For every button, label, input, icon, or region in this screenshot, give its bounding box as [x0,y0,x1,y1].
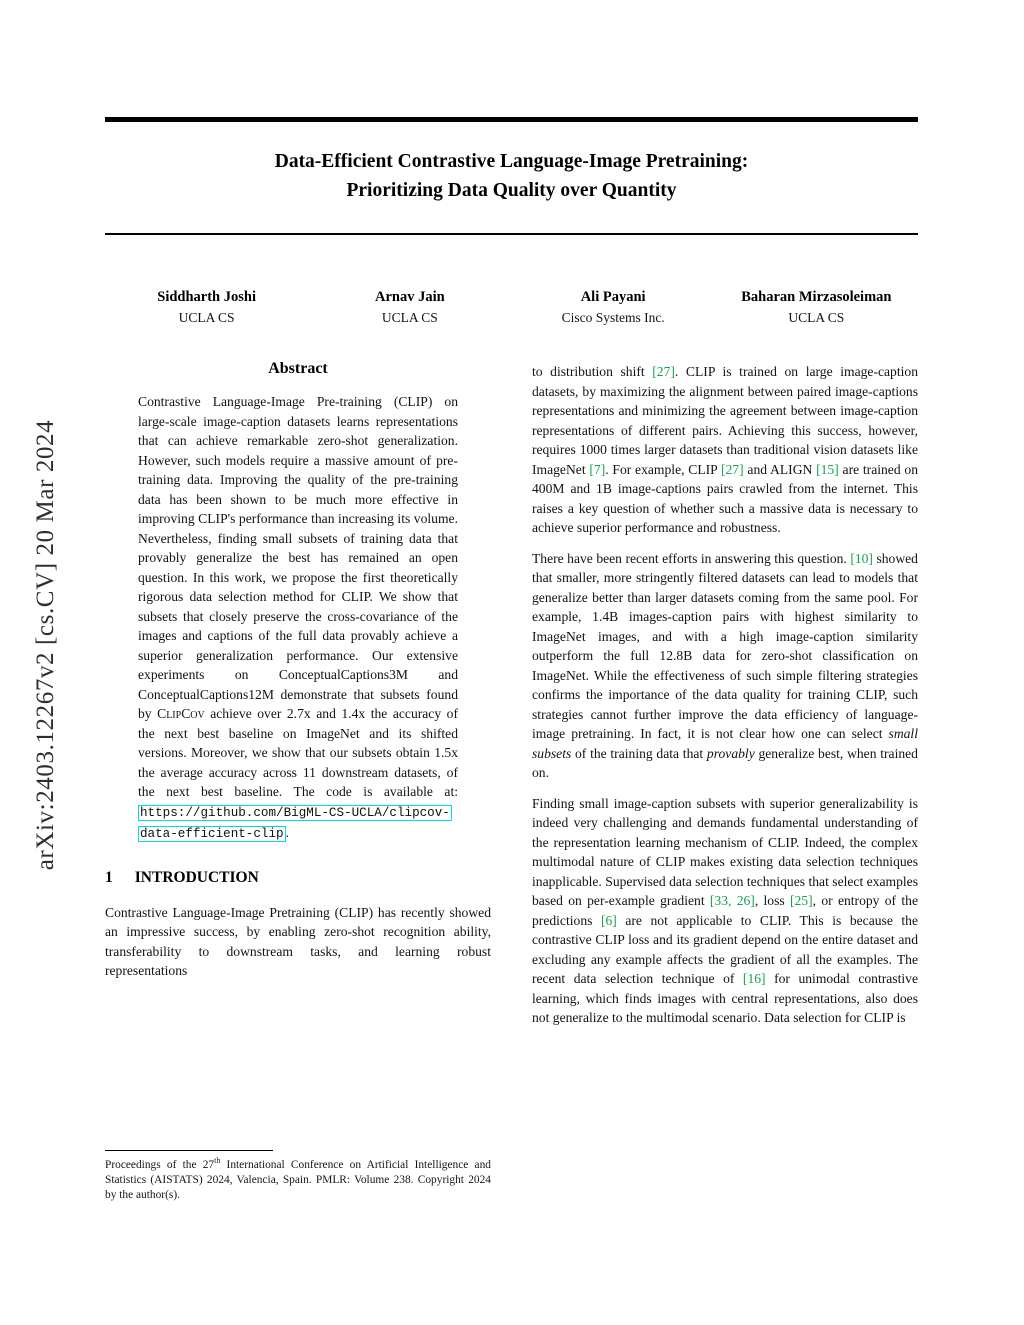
body-paragraph: to distribution shift [27]. CLIP is trained on large image-caption datasets, by maximizing the alignment between paired image-captions representations and minimizing the agreement between image-caption representations of different pairs. Achieving this success, however, requires 1000 times larger datasets than traditional vision datasets like ImageNet [7]. For example, CLIP [27] and ALIGN [15] are trained on 400M and 1B image-captions pairs crawled from the internet. This raises a key question of whether such a massive data is necessary to achieve superior performance and robustness. [532,364,918,535]
right-column [532,362,918,1292]
author-name: Arnav Jain [375,289,445,305]
author-name: Siddharth Joshi [157,289,256,305]
citation-link[interactable]: [33, 26] [709,893,755,908]
footnote-rule [105,1150,273,1151]
footnote [105,1150,491,1204]
author-block [308,289,511,326]
section-title: INTRODUCTION [134,868,259,886]
body-paragraph: Finding small image-caption subsets with superior generalizability is indeed very challenging and demands fundamental understanding of the representation learning mechanism of CLIP. Indeed, the complex multimodal nature of CLIP makes existing data selection techniques inapplicable. Supervised data selection techniques that select examples based on per-example gradient [33, 26], loss [25], or entropy of the predictions [6] are not applicable to CLIP. This is because the contrastive CLIP loss and its gradient depend on the entire dataset and excluding any example affects the gradient of all the examples. The recent data selection technique of [16] for unimodal contrastive learning, which finds images with central representations, also does not generalize to the multimodal scenario. Data selection for CLIP is [532,795,918,1025]
title-rule [105,233,918,235]
abstract-text: Contrastive Language-Image Pre-training (CLIP) on large-scale image-caption datasets learns representations that can achieve remarkable zero-shot generalization. However, such models require a massive amount of pre-training data. Improving the quality of the pre-training data has been shown to be much more effective in improving CLIP's performance than increasing its volume. Nevertheless, finding small subsets of training data that provably generalize the best has remained an open question. In this work, we propose the first theoretically rigorous data selection method for CLIP. We show that subsets that closely preserve the cross-covariance of the images and captions of the full data provably achieve a superior generalization performance. Our extensive experiments on ConceptualCaptions3M and ConceptualCaptions12M demonstrate that subsets found by ClipCov achieve over 2.7x and 1.4x the accuracy of the next best baseline on ImageNet and its shifted versions. Moreover, we show that our subsets obtain 1.5x the average accuracy across 11 downstream datasets, of the next best baseline. The code is available at: https://github.com/BigML-CS-UCLA/clipcov-data-efficient-clip . [138,394,458,841]
paper-title [105,147,918,205]
left-column [105,360,491,1148]
paper-title-line-2: Prioritizing Data Quality over Quantity [346,180,677,201]
author-block [105,289,308,326]
emphasis-text: small subsets [532,726,918,761]
author-block [512,289,715,326]
code-repo-link[interactable]: https://github.com/BigML-CS-UCLA/clipcov-data-efficient-clip [140,805,450,841]
intro-paragraph: Contrastive Language-Image Pretraining (CLIP) has recently showed an impressive success, by enabling zero-shot recognition ability, transferability to downstream tasks, and learning robust representations [105,904,491,978]
body-paragraph: There have been recent efforts in answering this question. [10] showed that smaller, more stringently filtered datasets can lead to models that generalize better than larger datasets coming from the same pool. For example, 1.4B images-caption pairs with highest similarity to ImageNet images, and with a high image-caption similarity outperform the full 12.8B data for zero-shot classification on ImageNet. While the effectiveness of such simple filtering strategies confirms the importance of the data quality for training CLIP, such strategies cannot further improve the data efficiency of language-image pretraining. In fact, it is not clear how one can select small subsets of the training data that provably generalize best, when trained on. [532,550,918,780]
top-rule [105,117,918,122]
author-affiliation: Cisco Systems Inc. [561,310,665,325]
author-affiliation: UCLA CS [788,310,845,325]
superscript-text: th [214,1156,221,1166]
authors-row [105,289,918,326]
citation-link[interactable]: [27] [652,364,675,379]
author-affiliation: UCLA CS [178,310,235,325]
citation-link[interactable]: [6] [600,912,617,928]
section-number: 1 [105,868,113,886]
section-heading-introduction [105,869,491,887]
arxiv-watermark: arXiv:2403.12267v2 [cs.CV] 20 Mar 2024 [32,419,59,871]
method-name: ClipCov [157,706,205,721]
abstract-heading: Abstract [268,360,328,377]
author-affiliation: UCLA CS [381,310,438,325]
author-name: Baharan Mirzasoleiman [741,289,892,305]
citation-link[interactable]: [7] [589,461,606,477]
paper-title-line-1: Data-Efficient Contrastive Language-Image Pretraining: [274,151,749,172]
footnote-text: Proceedings of the 27th International Conference on Artificial Intelligence and Statistics (AISTATS) 2024, Valencia, Spain. PMLR: Volume 238. Copyright 2024 by the author(s). [105,1156,491,1202]
citation-link[interactable]: [27] [720,461,744,477]
citation-link[interactable]: [15] [816,461,839,477]
citation-link[interactable]: [25] [789,893,813,908]
author-block [715,289,918,326]
emphasis-text: provably [706,745,755,761]
citation-link[interactable]: [10] [850,550,873,566]
citation-link[interactable]: [16] [742,971,766,986]
author-name: Ali Payani [580,289,646,305]
abstract-body [138,392,458,845]
